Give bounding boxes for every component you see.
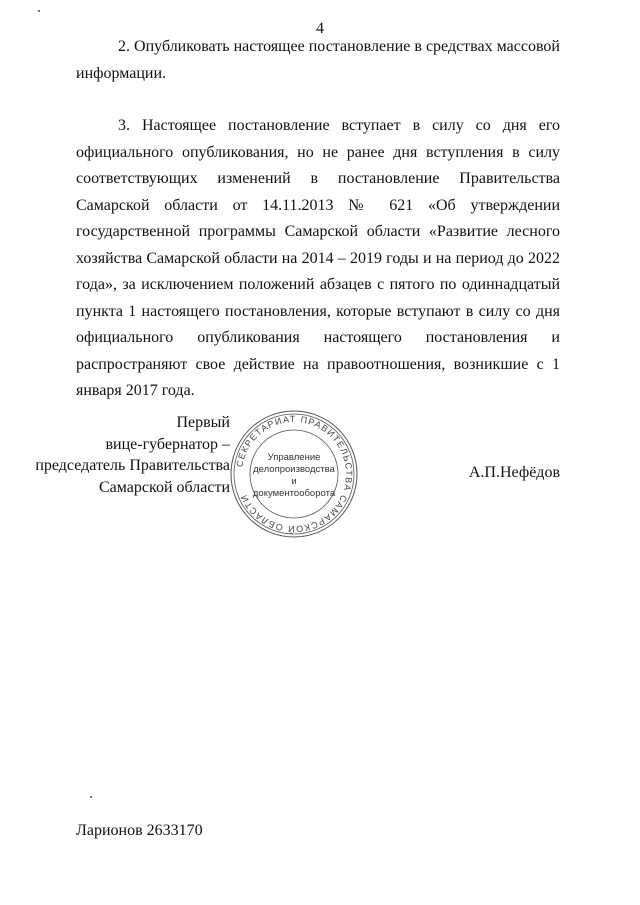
position-line: председатель Правительства — [35, 457, 230, 474]
signatory-position — [35, 412, 230, 498]
page-number: 4 — [316, 20, 324, 37]
footer-contact: Ларионов 2633170 — [76, 822, 203, 839]
scan-mark — [38, 10, 40, 12]
position-line: Первый — [176, 414, 230, 431]
paragraph-publish: 2. Опубликовать настоящее постановление в средствах массовой информации. — [76, 38, 560, 82]
paragraph-effective-date: 3. Настоящее постановление вступает в силу со дня его официального опубликования, но не ранее дня вступления в силу соответствующих изменений в постановление Правительства Самарской области от 14.11.2013 № 621 «Об утверждении государственной программы Самарской области «Развитие лесного хозяйства Самарской области на 2014 – 2019 годы и на период до 2022 года», за исключением положений абзацев с пятого по одиннадцатый пункта 1 настоящего постановления, которые вступают в силу со дня официального опубликования настоящего постановления и распространяют свое действие на правоотношения, возникшие с 1 января 2017 года. — [76, 117, 560, 399]
signatory-name: А.П.Нефёдов — [468, 464, 560, 481]
stamp-center-text — [252, 452, 336, 500]
body-text — [76, 34, 560, 405]
stamp-line: делопроизводства — [253, 464, 335, 475]
stamp-line: Управление — [267, 452, 321, 463]
position-line: вице-губернатор – — [105, 435, 230, 453]
stamp-line: и документооборота — [252, 476, 336, 499]
position-line: Самарской области — [99, 478, 230, 496]
stamp-ring-text: СЕКРЕТАРИАТ ПРАВИТЕЛЬСТВА САМАРСКОЙ ОБЛАСТИ — [234, 413, 355, 535]
scan-mark — [90, 796, 92, 798]
